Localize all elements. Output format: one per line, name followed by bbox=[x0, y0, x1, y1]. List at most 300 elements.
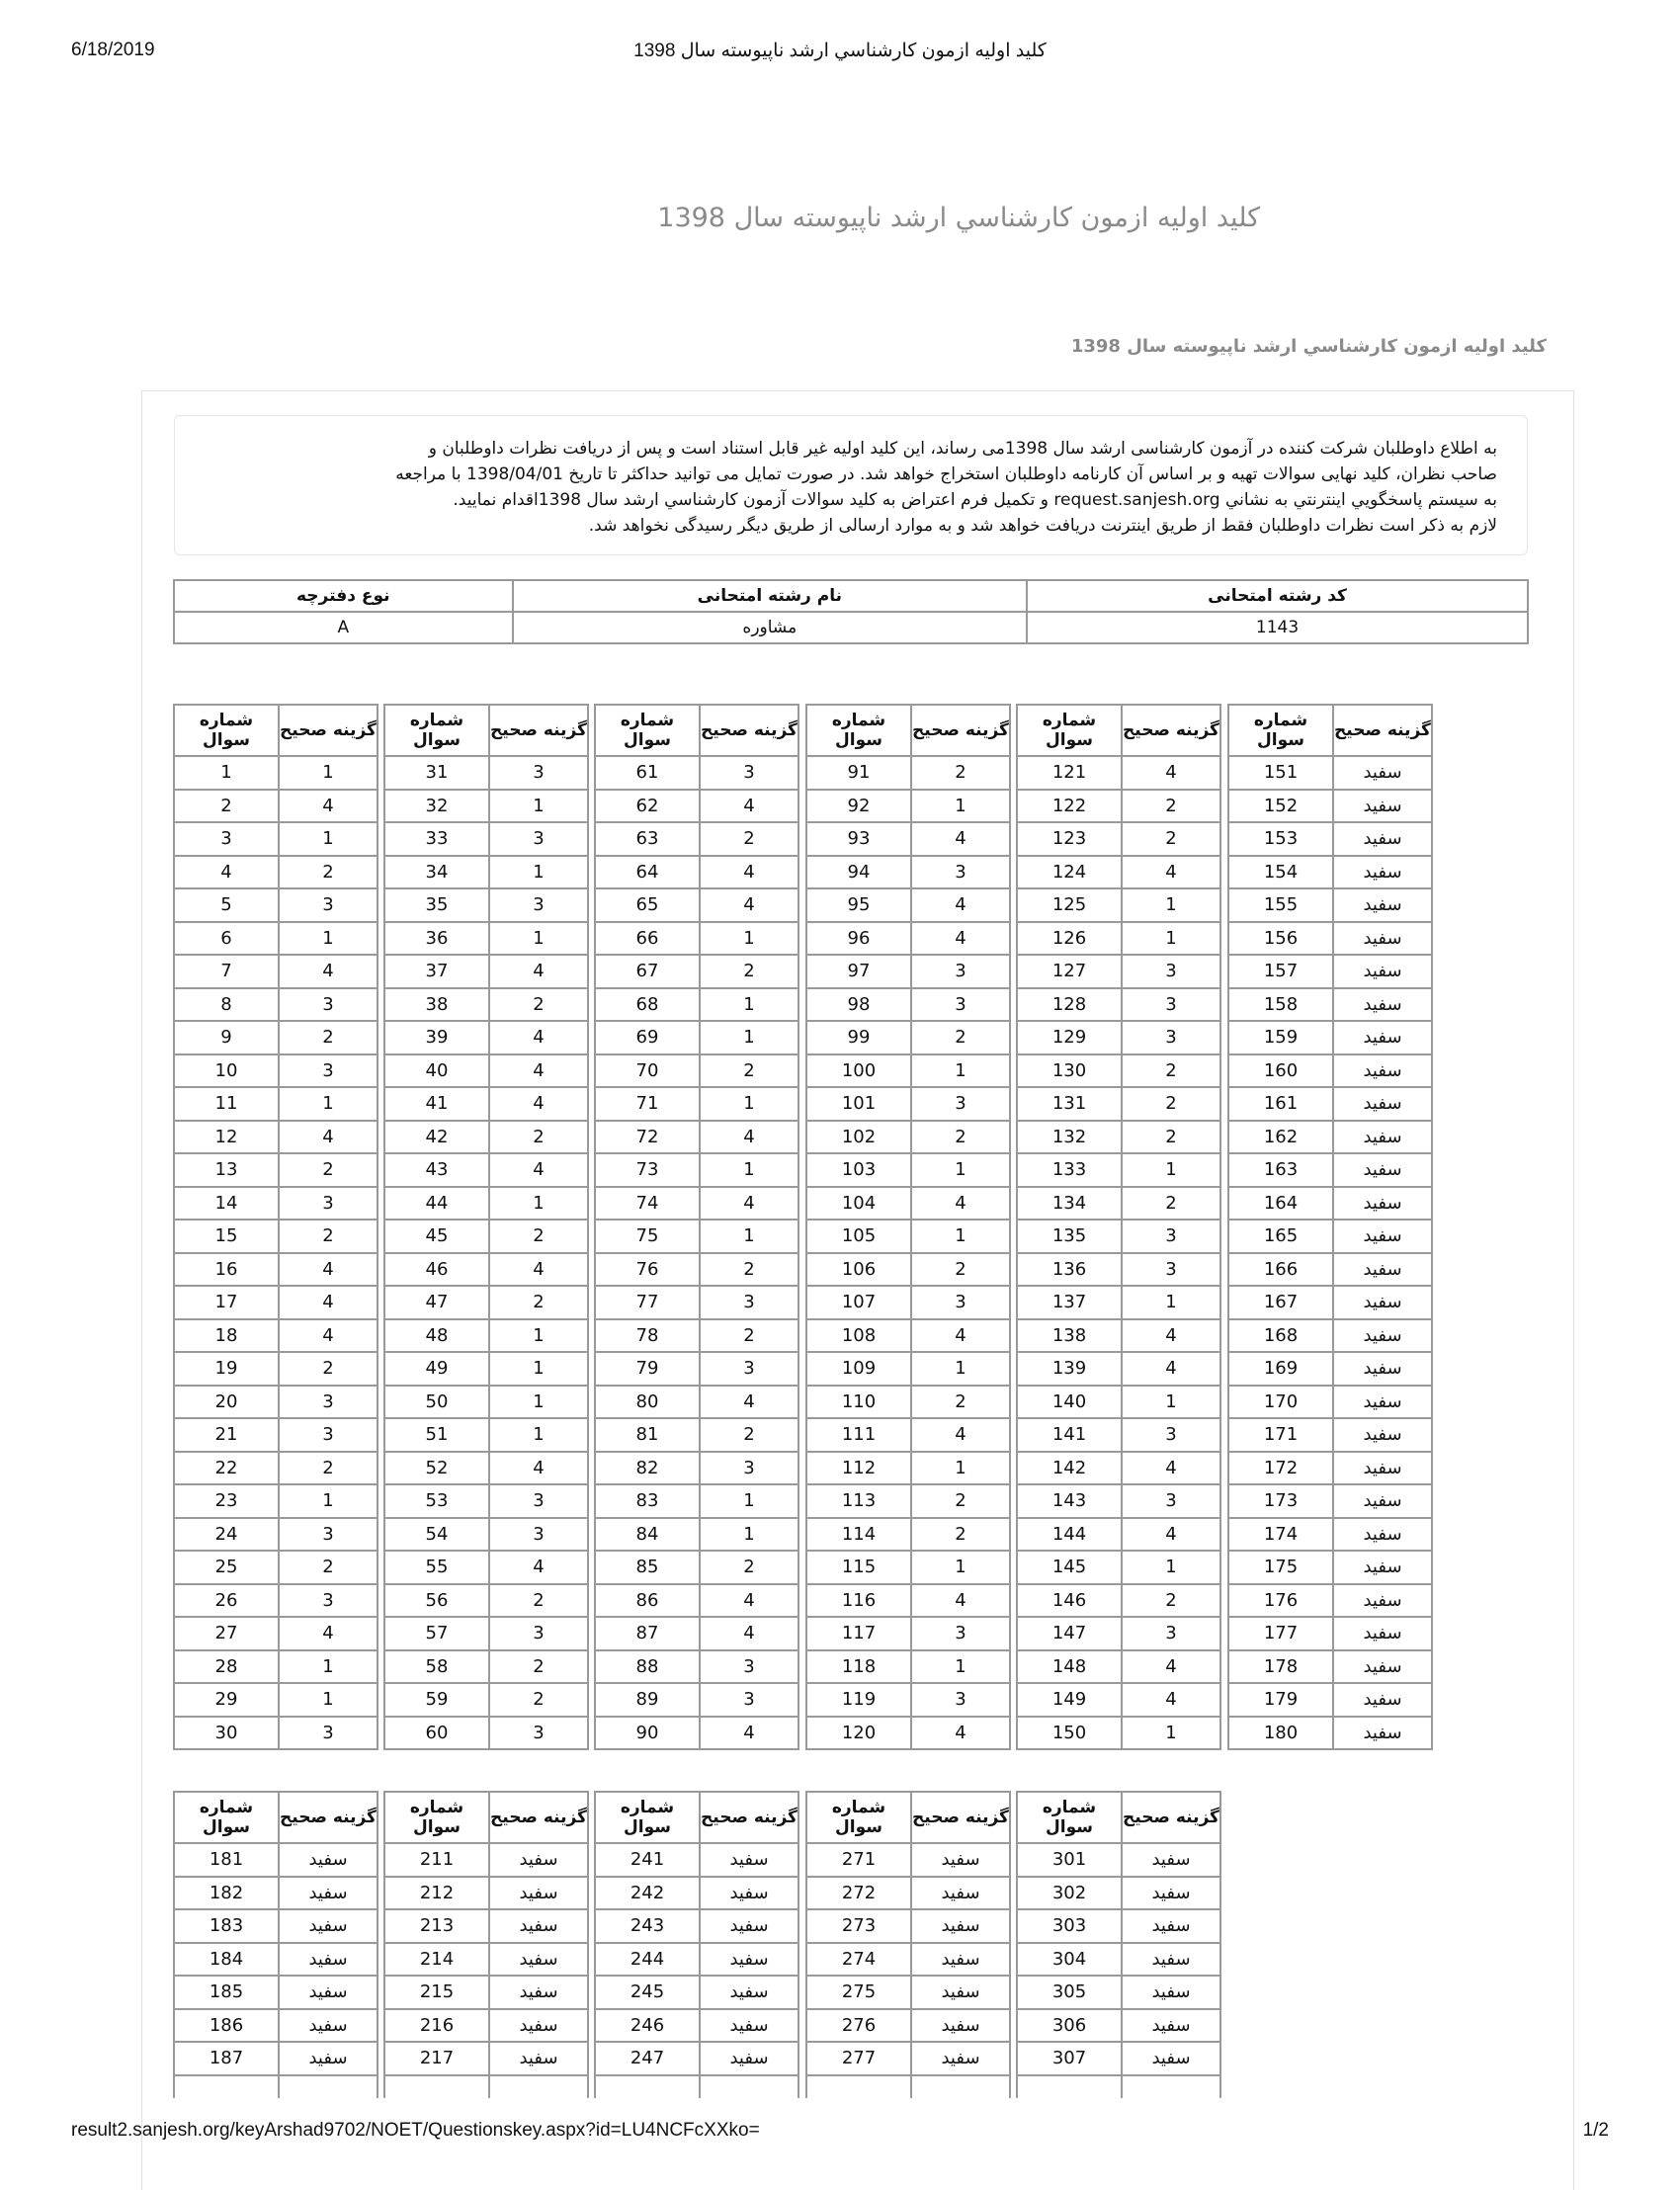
table-row bbox=[384, 1617, 588, 1650]
question-number: 169 bbox=[1228, 1352, 1333, 1386]
table-row bbox=[595, 1352, 798, 1386]
table-row bbox=[384, 856, 588, 889]
correct-option: سفید bbox=[279, 1976, 378, 2009]
table-row bbox=[595, 1054, 798, 1088]
answer-key-table bbox=[173, 704, 378, 1750]
table-row bbox=[595, 1484, 798, 1518]
table-row bbox=[384, 1877, 588, 1910]
correct-option: 3 bbox=[489, 1717, 588, 1750]
correct-option: سفید bbox=[700, 1843, 798, 1877]
print-header-title: كليد اوليه ازمون كارشناسي ارشد ناپيوسته سال 1398 bbox=[633, 41, 1047, 61]
correct-option: 3 bbox=[1122, 988, 1220, 1022]
question-number: 241 bbox=[595, 1843, 700, 1877]
table-row bbox=[1017, 1319, 1220, 1353]
correct-option: 4 bbox=[279, 1319, 378, 1353]
correct-option-header: گزینه صحیح bbox=[489, 1792, 588, 1843]
table-row bbox=[806, 856, 1010, 889]
question-number: 127 bbox=[1017, 955, 1122, 988]
table-row bbox=[174, 1717, 378, 1750]
question-number: 158 bbox=[1228, 988, 1333, 1022]
question-number: 116 bbox=[806, 1584, 911, 1618]
question-number: 27 bbox=[174, 1617, 279, 1650]
correct-option: 1 bbox=[489, 1319, 588, 1353]
correct-option: 3 bbox=[700, 756, 798, 790]
question-number: 17 bbox=[174, 1286, 279, 1319]
correct-option: 1 bbox=[700, 1518, 798, 1552]
question-number: 11 bbox=[174, 1087, 279, 1121]
question-number: 128 bbox=[1017, 988, 1122, 1022]
question-number: 6 bbox=[174, 922, 279, 956]
question-number: 19 bbox=[174, 1352, 279, 1386]
question-number: 24 bbox=[174, 1518, 279, 1552]
correct-option: سفید bbox=[489, 1976, 588, 2009]
table-row bbox=[1017, 790, 1220, 823]
correct-option: 2 bbox=[911, 1386, 1010, 1419]
question-number: 178 bbox=[1228, 1650, 1333, 1684]
correct-option: سفید bbox=[1333, 1418, 1432, 1452]
table-row bbox=[174, 2075, 378, 2098]
table-row bbox=[384, 1352, 588, 1386]
correct-option: سفید bbox=[1333, 1352, 1432, 1386]
question-number bbox=[1017, 2075, 1122, 2098]
table-row bbox=[1228, 1087, 1432, 1121]
question-number: 138 bbox=[1017, 1319, 1122, 1353]
header-field-name: نام رشته امتحانی bbox=[513, 580, 1028, 612]
table-row bbox=[595, 1877, 798, 1910]
question-number: 5 bbox=[174, 888, 279, 922]
question-number: 130 bbox=[1017, 1054, 1122, 1088]
correct-option: 3 bbox=[489, 1518, 588, 1552]
correct-option: 1 bbox=[911, 1650, 1010, 1684]
notice-line: به سيستم پاسخگويي اينترنتي به نشاني request.sanjesh.org و تكميل فرم اعتراض به كليد سوالات آزمون كارشناسي ارشد سال 1398اقدام نماييد. bbox=[453, 490, 1497, 510]
question-number: 176 bbox=[1228, 1584, 1333, 1618]
question-number: 162 bbox=[1228, 1121, 1333, 1154]
question-number: 171 bbox=[1228, 1418, 1333, 1452]
question-number: 91 bbox=[806, 756, 911, 790]
question-number: 108 bbox=[806, 1319, 911, 1353]
table-row bbox=[806, 1253, 1010, 1287]
correct-option: 1 bbox=[489, 856, 588, 889]
table-row bbox=[806, 1617, 1010, 1650]
question-number: 123 bbox=[1017, 822, 1122, 856]
correct-option: 2 bbox=[489, 1650, 588, 1684]
question-number bbox=[595, 2075, 700, 2098]
table-row bbox=[806, 1187, 1010, 1221]
correct-option-header: گزینه صحیح bbox=[700, 705, 798, 756]
question-number: 183 bbox=[174, 1909, 279, 1943]
table-row bbox=[806, 1087, 1010, 1121]
correct-option: 4 bbox=[489, 1551, 588, 1584]
question-number: 137 bbox=[1017, 1286, 1122, 1319]
table-row bbox=[384, 1319, 588, 1353]
correct-option: 1 bbox=[279, 1087, 378, 1121]
table-row bbox=[384, 1153, 588, 1187]
question-number bbox=[174, 2075, 279, 2098]
table-row bbox=[384, 1943, 588, 1977]
field-name-value: مشاوره bbox=[513, 612, 1028, 643]
correct-option: 4 bbox=[279, 1617, 378, 1650]
correct-option: 4 bbox=[1122, 1518, 1220, 1552]
table-row bbox=[595, 790, 798, 823]
table-row bbox=[1017, 1153, 1220, 1187]
table-row bbox=[384, 1286, 588, 1319]
correct-option: سفید bbox=[489, 1877, 588, 1910]
table-row bbox=[384, 1054, 588, 1088]
correct-option: 1 bbox=[700, 1484, 798, 1518]
correct-option: 1 bbox=[911, 1220, 1010, 1253]
table-row bbox=[1017, 1943, 1220, 1977]
question-number: 10 bbox=[174, 1054, 279, 1088]
correct-option: 1 bbox=[489, 1386, 588, 1419]
correct-option: 4 bbox=[700, 1121, 798, 1154]
correct-option: 3 bbox=[279, 1418, 378, 1452]
correct-option: سفید bbox=[1333, 1683, 1432, 1717]
table-row bbox=[174, 822, 378, 856]
correct-option: سفید bbox=[279, 2009, 378, 2043]
question-number: 53 bbox=[384, 1484, 489, 1518]
table-row bbox=[1228, 756, 1432, 790]
correct-option: سفید bbox=[279, 2042, 378, 2075]
question-number: 57 bbox=[384, 1617, 489, 1650]
question-number: 172 bbox=[1228, 1452, 1333, 1485]
table-row bbox=[384, 1452, 588, 1485]
notice-box bbox=[174, 415, 1528, 555]
question-number: 129 bbox=[1017, 1021, 1122, 1054]
correct-option: سفید bbox=[911, 1843, 1010, 1877]
table-row bbox=[806, 2075, 1010, 2098]
question-number: 35 bbox=[384, 888, 489, 922]
correct-option: سفید bbox=[700, 1909, 798, 1943]
question-number: 14 bbox=[174, 1187, 279, 1221]
correct-option: 4 bbox=[489, 1452, 588, 1485]
table-row bbox=[1017, 1976, 1220, 2009]
table-row bbox=[384, 822, 588, 856]
table-row bbox=[1228, 1153, 1432, 1187]
correct-option: 4 bbox=[1122, 1452, 1220, 1485]
question-number: 40 bbox=[384, 1054, 489, 1088]
correct-option: 2 bbox=[700, 955, 798, 988]
question-number-header: شماره سوال bbox=[595, 1792, 700, 1843]
question-number: 79 bbox=[595, 1352, 700, 1386]
table-row bbox=[1017, 1021, 1220, 1054]
table-row bbox=[595, 1518, 798, 1552]
question-number: 67 bbox=[595, 955, 700, 988]
question-number: 104 bbox=[806, 1187, 911, 1221]
correct-option: سفید bbox=[1333, 1518, 1432, 1552]
table-row bbox=[595, 955, 798, 988]
table-row bbox=[806, 1843, 1010, 1877]
correct-option: 3 bbox=[911, 856, 1010, 889]
question-number: 77 bbox=[595, 1286, 700, 1319]
table-row bbox=[1228, 922, 1432, 956]
question-number: 63 bbox=[595, 822, 700, 856]
correct-option: سفید bbox=[279, 1943, 378, 1977]
question-number: 136 bbox=[1017, 1253, 1122, 1287]
correct-option: 3 bbox=[1122, 1021, 1220, 1054]
table-row bbox=[1228, 1054, 1432, 1088]
correct-option: 1 bbox=[489, 790, 588, 823]
correct-option-header: گزینه صحیح bbox=[489, 705, 588, 756]
question-number: 145 bbox=[1017, 1551, 1122, 1584]
question-number: 22 bbox=[174, 1452, 279, 1485]
question-number: 141 bbox=[1017, 1418, 1122, 1452]
question-number: 153 bbox=[1228, 822, 1333, 856]
correct-option: 2 bbox=[279, 1220, 378, 1253]
correct-option: 2 bbox=[700, 1054, 798, 1088]
table-row bbox=[1228, 1021, 1432, 1054]
correct-option-header: گزینه صحیح bbox=[911, 705, 1010, 756]
question-number: 133 bbox=[1017, 1153, 1122, 1187]
correct-option: 2 bbox=[279, 856, 378, 889]
table-row bbox=[174, 1054, 378, 1088]
question-number: 148 bbox=[1017, 1650, 1122, 1684]
table-row bbox=[595, 1976, 798, 2009]
table-row bbox=[1228, 1683, 1432, 1717]
correct-option: 1 bbox=[700, 1153, 798, 1187]
table-row bbox=[595, 756, 798, 790]
table-row bbox=[1017, 756, 1220, 790]
table-row bbox=[1017, 1518, 1220, 1552]
table-row bbox=[595, 1386, 798, 1419]
table-row bbox=[1017, 1286, 1220, 1319]
correct-option: 2 bbox=[911, 1121, 1010, 1154]
table-row bbox=[595, 1650, 798, 1684]
correct-option: سفید bbox=[1333, 1021, 1432, 1054]
question-number: 26 bbox=[174, 1584, 279, 1618]
question-number: 78 bbox=[595, 1319, 700, 1353]
correct-option-header: گزینه صحیح bbox=[279, 1792, 378, 1843]
question-number: 88 bbox=[595, 1650, 700, 1684]
table-row bbox=[806, 1551, 1010, 1584]
question-number: 80 bbox=[595, 1386, 700, 1419]
question-number: 174 bbox=[1228, 1518, 1333, 1552]
correct-option: سفید bbox=[1333, 1220, 1432, 1253]
table-row bbox=[1017, 1617, 1220, 1650]
question-number: 52 bbox=[384, 1452, 489, 1485]
question-number: 156 bbox=[1228, 922, 1333, 956]
correct-option: سفید bbox=[1333, 1121, 1432, 1154]
table-row bbox=[1017, 1187, 1220, 1221]
question-number: 62 bbox=[595, 790, 700, 823]
question-number-header: شماره سوال bbox=[806, 705, 911, 756]
question-number: 163 bbox=[1228, 1153, 1333, 1187]
question-number: 185 bbox=[174, 1976, 279, 2009]
question-number: 274 bbox=[806, 1943, 911, 1977]
question-number bbox=[806, 2075, 911, 2098]
correct-option bbox=[279, 2075, 378, 2098]
table-row bbox=[384, 1683, 588, 1717]
table-row bbox=[595, 1319, 798, 1353]
question-number: 187 bbox=[174, 2042, 279, 2075]
table-row bbox=[174, 1976, 378, 2009]
question-number: 1 bbox=[174, 756, 279, 790]
table-row bbox=[806, 1584, 1010, 1618]
correct-option: 4 bbox=[911, 1584, 1010, 1618]
correct-option: 4 bbox=[489, 955, 588, 988]
question-number-header: شماره سوال bbox=[1017, 1792, 1122, 1843]
question-number: 155 bbox=[1228, 888, 1333, 922]
question-number: 211 bbox=[384, 1843, 489, 1877]
question-number: 121 bbox=[1017, 756, 1122, 790]
table-row bbox=[1228, 1584, 1432, 1618]
correct-option: 1 bbox=[911, 1551, 1010, 1584]
correct-option: 1 bbox=[911, 790, 1010, 823]
table-row bbox=[1017, 1843, 1220, 1877]
question-number: 16 bbox=[174, 1253, 279, 1287]
table-row bbox=[1017, 1877, 1220, 1910]
question-number: 105 bbox=[806, 1220, 911, 1253]
table-row bbox=[174, 1021, 378, 1054]
table-row bbox=[806, 756, 1010, 790]
table-row bbox=[174, 790, 378, 823]
table-row bbox=[384, 955, 588, 988]
question-number: 13 bbox=[174, 1153, 279, 1187]
question-number: 134 bbox=[1017, 1187, 1122, 1221]
question-number: 68 bbox=[595, 988, 700, 1022]
table-row bbox=[1017, 1584, 1220, 1618]
correct-option: سفید bbox=[911, 2042, 1010, 2075]
question-number: 31 bbox=[384, 756, 489, 790]
correct-option: سفید bbox=[1122, 1943, 1220, 1977]
correct-option: 2 bbox=[700, 1319, 798, 1353]
question-number: 95 bbox=[806, 888, 911, 922]
answer-key-table bbox=[805, 704, 1011, 1750]
question-number: 43 bbox=[384, 1153, 489, 1187]
correct-option: سفید bbox=[1333, 1386, 1432, 1419]
question-number: 73 bbox=[595, 1153, 700, 1187]
table-row bbox=[1228, 1617, 1432, 1650]
table-row bbox=[384, 2009, 588, 2043]
table-row bbox=[384, 1253, 588, 1287]
page-subtitle: كليد اوليه ازمون كارشناسي ارشد ناپيوسته سال 1398 bbox=[1070, 336, 1547, 357]
correct-option: 2 bbox=[911, 1253, 1010, 1287]
table-row bbox=[174, 1843, 378, 1877]
question-number-header: شماره سوال bbox=[806, 1792, 911, 1843]
table-row bbox=[806, 922, 1010, 956]
correct-option: سفید bbox=[1333, 1253, 1432, 1287]
question-number: 114 bbox=[806, 1518, 911, 1552]
table-row bbox=[174, 756, 378, 790]
question-number: 92 bbox=[806, 790, 911, 823]
table-row bbox=[806, 988, 1010, 1022]
correct-option: سفید bbox=[1333, 1717, 1432, 1750]
question-number: 94 bbox=[806, 856, 911, 889]
question-number: 44 bbox=[384, 1187, 489, 1221]
question-number: 90 bbox=[595, 1717, 700, 1750]
question-number: 21 bbox=[174, 1418, 279, 1452]
table-row bbox=[1017, 1650, 1220, 1684]
print-footer-page-number: 1/2 bbox=[1582, 2120, 1609, 2141]
correct-option-header: گزینه صحیح bbox=[911, 1792, 1010, 1843]
correct-option: 1 bbox=[489, 1352, 588, 1386]
answer-key-table bbox=[173, 1791, 378, 2098]
correct-option: 2 bbox=[279, 1021, 378, 1054]
table-row bbox=[384, 1021, 588, 1054]
table-row bbox=[384, 2042, 588, 2075]
question-number: 54 bbox=[384, 1518, 489, 1552]
answer-key-table bbox=[805, 1791, 1011, 2098]
question-number-header: شماره سوال bbox=[174, 1792, 279, 1843]
question-number: 81 bbox=[595, 1418, 700, 1452]
correct-option-header: گزینه صحیح bbox=[1333, 705, 1432, 756]
correct-option: 3 bbox=[911, 955, 1010, 988]
question-number: 276 bbox=[806, 2009, 911, 2043]
table-row bbox=[384, 922, 588, 956]
table-row bbox=[1017, 2009, 1220, 2043]
question-number: 212 bbox=[384, 1877, 489, 1910]
question-number: 301 bbox=[1017, 1843, 1122, 1877]
question-number: 89 bbox=[595, 1683, 700, 1717]
question-number-header: شماره سوال bbox=[384, 705, 489, 756]
table-row bbox=[595, 1021, 798, 1054]
correct-option: سفید bbox=[1122, 1843, 1220, 1877]
table-row bbox=[1017, 822, 1220, 856]
table-row bbox=[384, 1121, 588, 1154]
table-row bbox=[174, 1286, 378, 1319]
table-row bbox=[174, 1877, 378, 1910]
question-number: 213 bbox=[384, 1909, 489, 1943]
table-row bbox=[174, 1650, 378, 1684]
correct-option: 4 bbox=[700, 1717, 798, 1750]
question-number: 244 bbox=[595, 1943, 700, 1977]
table-row bbox=[384, 2075, 588, 2098]
table-row bbox=[595, 1584, 798, 1618]
correct-option: 4 bbox=[700, 888, 798, 922]
table-row bbox=[1228, 1518, 1432, 1552]
table-row bbox=[384, 1518, 588, 1552]
correct-option: 3 bbox=[279, 888, 378, 922]
correct-option: 2 bbox=[1122, 1187, 1220, 1221]
question-number: 86 bbox=[595, 1584, 700, 1618]
question-number: 102 bbox=[806, 1121, 911, 1154]
question-number: 112 bbox=[806, 1452, 911, 1485]
table-row bbox=[595, 2042, 798, 2075]
question-number: 101 bbox=[806, 1087, 911, 1121]
table-row bbox=[595, 1087, 798, 1121]
table-row bbox=[1228, 1286, 1432, 1319]
question-number: 142 bbox=[1017, 1452, 1122, 1485]
table-row bbox=[174, 1452, 378, 1485]
correct-option: 4 bbox=[489, 1021, 588, 1054]
question-number: 165 bbox=[1228, 1220, 1333, 1253]
answer-key-table bbox=[594, 1791, 799, 2098]
table-row bbox=[1017, 1484, 1220, 1518]
question-number: 111 bbox=[806, 1418, 911, 1452]
question-number: 182 bbox=[174, 1877, 279, 1910]
table-row bbox=[595, 1843, 798, 1877]
table-row bbox=[384, 756, 588, 790]
question-number: 75 bbox=[595, 1220, 700, 1253]
table-row bbox=[595, 1153, 798, 1187]
correct-option: سفید bbox=[1122, 2042, 1220, 2075]
correct-option: سفید bbox=[1333, 1617, 1432, 1650]
correct-option: سفید bbox=[911, 1877, 1010, 1910]
question-number: 275 bbox=[806, 1976, 911, 2009]
correct-option: 2 bbox=[279, 1153, 378, 1187]
notice-line: به اطلاع داوطلبان شرکت کننده در آزمون کارشناسی ارشد سال 1398می رساند، این کلید اولیه غیر قابل استناد است و پس از دریافت نظرات داوطلبان و bbox=[428, 439, 1497, 459]
correct-option: 3 bbox=[279, 988, 378, 1022]
table-row bbox=[174, 1153, 378, 1187]
table-row bbox=[1017, 2075, 1220, 2098]
correct-option: 4 bbox=[489, 1054, 588, 1088]
question-number: 9 bbox=[174, 1021, 279, 1054]
table-row bbox=[384, 1717, 588, 1750]
question-number: 124 bbox=[1017, 856, 1122, 889]
question-number-header: شماره سوال bbox=[384, 1792, 489, 1843]
correct-option-header: گزینه صحیح bbox=[1122, 705, 1220, 756]
table-row bbox=[174, 1220, 378, 1253]
table-row bbox=[806, 1518, 1010, 1552]
